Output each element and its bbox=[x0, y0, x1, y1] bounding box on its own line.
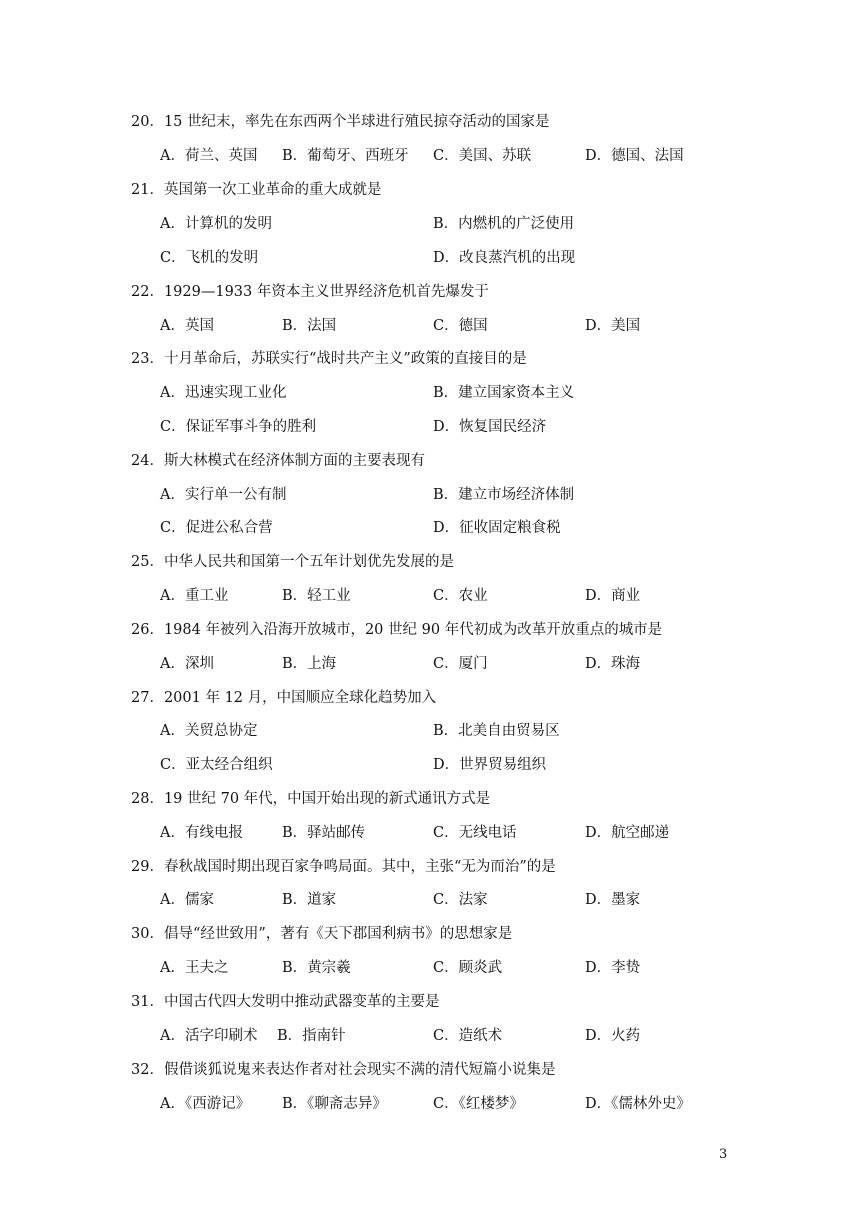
option-c: C．美国、苏联 bbox=[433, 148, 532, 164]
option-c: C．顾炎武 bbox=[433, 960, 503, 976]
option-b: B．葡萄牙、西班牙 bbox=[282, 148, 409, 164]
option-a: A．迅速实现工业化 bbox=[160, 385, 287, 401]
option-c: C．促进公私合营 bbox=[160, 520, 273, 536]
option-d: D．世界贸易组织 bbox=[433, 757, 547, 773]
option-d: D．李贽 bbox=[585, 960, 641, 976]
option-d: D．改良蒸汽机的出现 bbox=[433, 250, 576, 266]
option-c: C．德国 bbox=[433, 318, 488, 334]
option-b: B．建立市场经济体制 bbox=[433, 487, 575, 503]
option-a: A．儒家 bbox=[160, 892, 214, 908]
option-a: A．《西游记》 bbox=[160, 1096, 251, 1112]
option-c: C．法家 bbox=[433, 892, 488, 908]
question-stem: 30．倡导“经世致用”，著有《天下郡国利病书》的思想家是 bbox=[131, 926, 513, 942]
question-stem: 31．中国古代四大发明中推动武器变革的主要是 bbox=[131, 994, 440, 1010]
option-d: D．火药 bbox=[585, 1028, 641, 1044]
option-d: D．《儒林外史》 bbox=[585, 1096, 691, 1112]
option-d: D．美国 bbox=[585, 318, 641, 334]
question-stem: 32．假借谈狐说鬼来表达作者对社会现实不满的清代短篇小说集是 bbox=[131, 1062, 556, 1078]
option-a: A．关贸总协定 bbox=[160, 723, 258, 739]
option-b: B．北美自由贸易区 bbox=[433, 723, 560, 739]
option-b: B．法国 bbox=[282, 318, 337, 334]
option-a: A．王夫之 bbox=[160, 960, 229, 976]
question-stem: 20．15 世纪末，率先在东西两个半球进行殖民掠夺活动的国家是 bbox=[131, 114, 550, 130]
option-d: D．航空邮递 bbox=[585, 825, 670, 841]
question-stem: 25．中华人民共和国第一个五年计划优先发展的是 bbox=[131, 554, 454, 570]
option-c: C．保证军事斗争的胜利 bbox=[160, 419, 317, 435]
question-stem: 22．1929—1933 年资本主义世界经济危机首先爆发于 bbox=[131, 284, 489, 300]
option-b: B．道家 bbox=[282, 892, 337, 908]
option-d: D．征收固定粮食税 bbox=[433, 520, 561, 536]
option-c: C．《红楼梦》 bbox=[433, 1096, 524, 1112]
option-b: B．轻工业 bbox=[282, 588, 351, 604]
question-stem: 26．1984 年被列入沿海开放城市，20 世纪 90 年代初成为改革开放重点的城市是 bbox=[131, 622, 663, 638]
option-c: C．无线电话 bbox=[433, 825, 517, 841]
option-c: C．造纸术 bbox=[433, 1028, 503, 1044]
question-stem: 29．春秋战国时期出现百家争鸣局面。其中，主张“无为而治”的是 bbox=[131, 859, 556, 875]
page-number: 3 bbox=[719, 1147, 728, 1162]
option-b: B．内燃机的广泛使用 bbox=[433, 216, 575, 232]
option-a: A．活字印刷术 bbox=[160, 1028, 258, 1044]
option-b: B．驿站邮传 bbox=[282, 825, 366, 841]
option-a: A．荷兰、英国 bbox=[160, 148, 258, 164]
option-d: D．墨家 bbox=[585, 892, 641, 908]
option-a: A．计算机的发明 bbox=[160, 216, 272, 232]
option-b: B．黄宗羲 bbox=[282, 960, 351, 976]
option-b: B．《聊斋志异》 bbox=[282, 1096, 387, 1112]
option-c: C．农业 bbox=[433, 588, 488, 604]
option-d: D．商业 bbox=[585, 588, 641, 604]
option-d: D．珠海 bbox=[585, 656, 641, 672]
option-b: B．指南针 bbox=[277, 1028, 346, 1044]
option-a: A．实行单一公有制 bbox=[160, 487, 287, 503]
option-c: C．亚太经合组织 bbox=[160, 757, 273, 773]
option-b: B．上海 bbox=[282, 656, 337, 672]
option-a: A．有线电报 bbox=[160, 825, 243, 841]
option-b: B．建立国家资本主义 bbox=[433, 385, 575, 401]
option-d: D．德国、法国 bbox=[585, 148, 684, 164]
option-c: C．飞机的发明 bbox=[160, 250, 259, 266]
option-a: A．重工业 bbox=[160, 588, 229, 604]
option-c: C．厦门 bbox=[433, 656, 488, 672]
question-stem: 27．2001 年 12 月，中国顺应全球化趋势加入 bbox=[131, 690, 437, 706]
option-a: A．深圳 bbox=[160, 656, 214, 672]
option-d: D．恢复国民经济 bbox=[433, 419, 547, 435]
question-stem: 23．十月革命后，苏联实行“战时共产主义”政策的直接目的是 bbox=[131, 351, 527, 367]
question-stem: 28．19 世纪 70 年代，中国开始出现的新式通讯方式是 bbox=[131, 791, 491, 807]
question-stem: 24．斯大林模式在经济体制方面的主要表现有 bbox=[131, 453, 425, 469]
option-a: A．英国 bbox=[160, 318, 214, 334]
question-stem: 21．英国第一次工业革命的重大成就是 bbox=[131, 182, 382, 198]
